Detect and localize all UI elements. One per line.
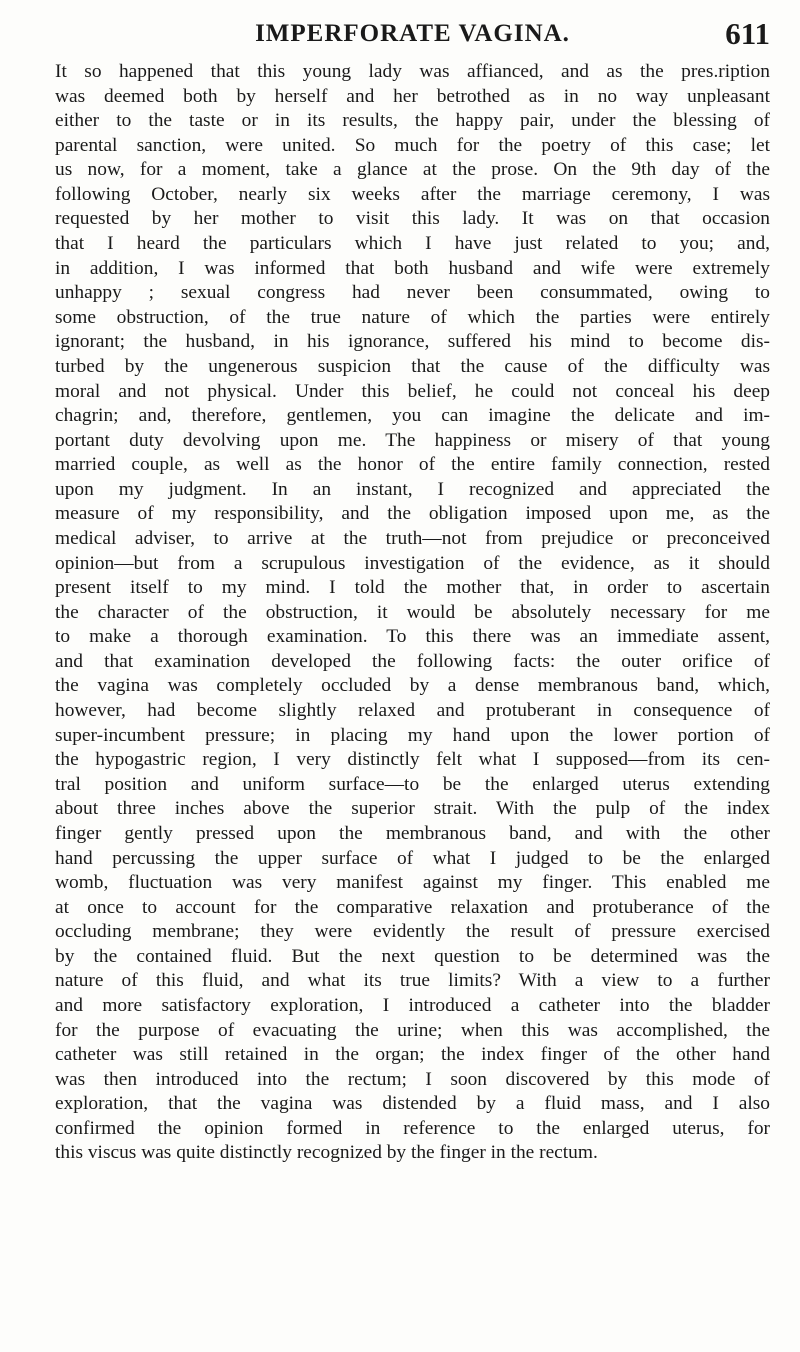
text-line: super-incumbent pressure; in placing my hand upon the lower portion of	[55, 724, 770, 746]
text-line: by the contained fluid. But the next question to be determined was the	[55, 945, 770, 967]
text-line: requested by her mother to visit this lady. It was on that occasion	[55, 208, 770, 230]
body-paragraph	[55, 60, 770, 1166]
text-line: this viscus was quite distinctly recognized by the finger in the rectum.	[55, 1142, 598, 1164]
text-line: the vagina was completely occluded by a dense membranous band, which,	[55, 675, 770, 697]
text-line: chagrin; and, therefore, gentlemen, you can imagine the delicate and im-	[55, 405, 770, 427]
running-header	[55, 14, 770, 54]
text-line: and more satisfactory exploration, I introduced a catheter into the bladder	[55, 994, 770, 1016]
text-line: some obstruction, of the true nature of which the parties were entirely	[55, 306, 770, 328]
page-number: 611	[725, 16, 770, 51]
text-line: nature of this fluid, and what its true limits? With a view to a further	[55, 970, 770, 992]
text-line: at once to account for the comparative relaxation and protuberance of the	[55, 896, 770, 918]
text-line: for the purpose of evacuating the urine; when this was accomplished, the	[55, 1019, 770, 1041]
text-line: and that examination developed the following facts: the outer orifice of	[55, 650, 770, 672]
text-line: exploration, that the vagina was distended by a fluid mass, and I also	[55, 1093, 770, 1115]
text-line: opinion—but from a scrupulous investigation of the evidence, as it should	[55, 552, 770, 574]
text-line: in addition, I was informed that both husband and wife were extremely	[55, 257, 770, 279]
text-line: about three inches above the superior strait. With the pulp of the index	[55, 798, 770, 820]
text-line: turbed by the ungenerous suspicion that the cause of the difficulty was	[55, 355, 770, 377]
text-line: was deemed both by herself and her betrothed as in no way unpleasant	[55, 85, 770, 107]
text-line: catheter was still retained in the organ; the index finger of the other hand	[55, 1044, 770, 1066]
text-line: tral position and uniform surface—to be the enlarged uterus extending	[55, 773, 770, 795]
text-line: following October, nearly six weeks after the marriage ceremony, I was	[55, 183, 770, 205]
text-line: portant duty devolving upon me. The happiness or misery of that young	[55, 429, 770, 451]
text-line: medical adviser, to arrive at the truth—not from prejudice or preconceived	[55, 527, 770, 549]
text-line: moral and not physical. Under this belief, he could not conceal his deep	[55, 380, 770, 402]
text-line: the hypogastric region, I very distinctly felt what I supposed—from its cen-	[55, 749, 770, 771]
text-line: It so happened that this young lady was affianced, and as the pres.ription	[55, 61, 770, 82]
running-title: IMPERFORATE VAGINA.	[255, 20, 570, 47]
text-line: however, had become slightly relaxed and protuberant in consequence of	[55, 700, 770, 722]
text-line: hand percussing the upper surface of what I judged to be the enlarged	[55, 847, 770, 869]
text-line: married couple, as well as the honor of the entire family connection, rested	[55, 454, 770, 476]
text-line: that I heard the particulars which I have just related to you; and,	[55, 233, 770, 255]
text-line: upon my judgment. In an instant, I recognized and appreciated the	[55, 478, 770, 500]
text-line: measure of my responsibility, and the obligation imposed upon me, as the	[55, 503, 770, 525]
text-line: confirmed the opinion formed in reference to the enlarged uterus, for	[55, 1117, 770, 1139]
text-line: occluding membrane; they were evidently the result of pressure exercised	[55, 921, 770, 943]
text-line: womb, fluctuation was very manifest against my finger. This enabled me	[55, 872, 770, 894]
text-line: ignorant; the husband, in his ignorance, suffered his mind to become dis-	[55, 331, 770, 353]
text-line: unhappy ; sexual congress had never been consummated, owing to	[55, 282, 770, 304]
text-line: us now, for a moment, take a glance at the prose. On the 9th day of the	[55, 159, 770, 181]
text-line: was then introduced into the rectum; I soon discovered by this mode of	[55, 1068, 770, 1090]
text-line: parental sanction, were united. So much for the poetry of this case; let	[55, 134, 770, 156]
text-line: either to the taste or in its results, the happy pair, under the blessing of	[55, 110, 770, 132]
text-line: the character of the obstruction, it would be absolutely necessary for me	[55, 601, 770, 623]
text-line: finger gently pressed upon the membranous band, and with the other	[55, 822, 770, 844]
text-line: present itself to my mind. I told the mother that, in order to ascertain	[55, 577, 770, 599]
text-line: to make a thorough examination. To this there was an immediate assent,	[55, 626, 770, 648]
